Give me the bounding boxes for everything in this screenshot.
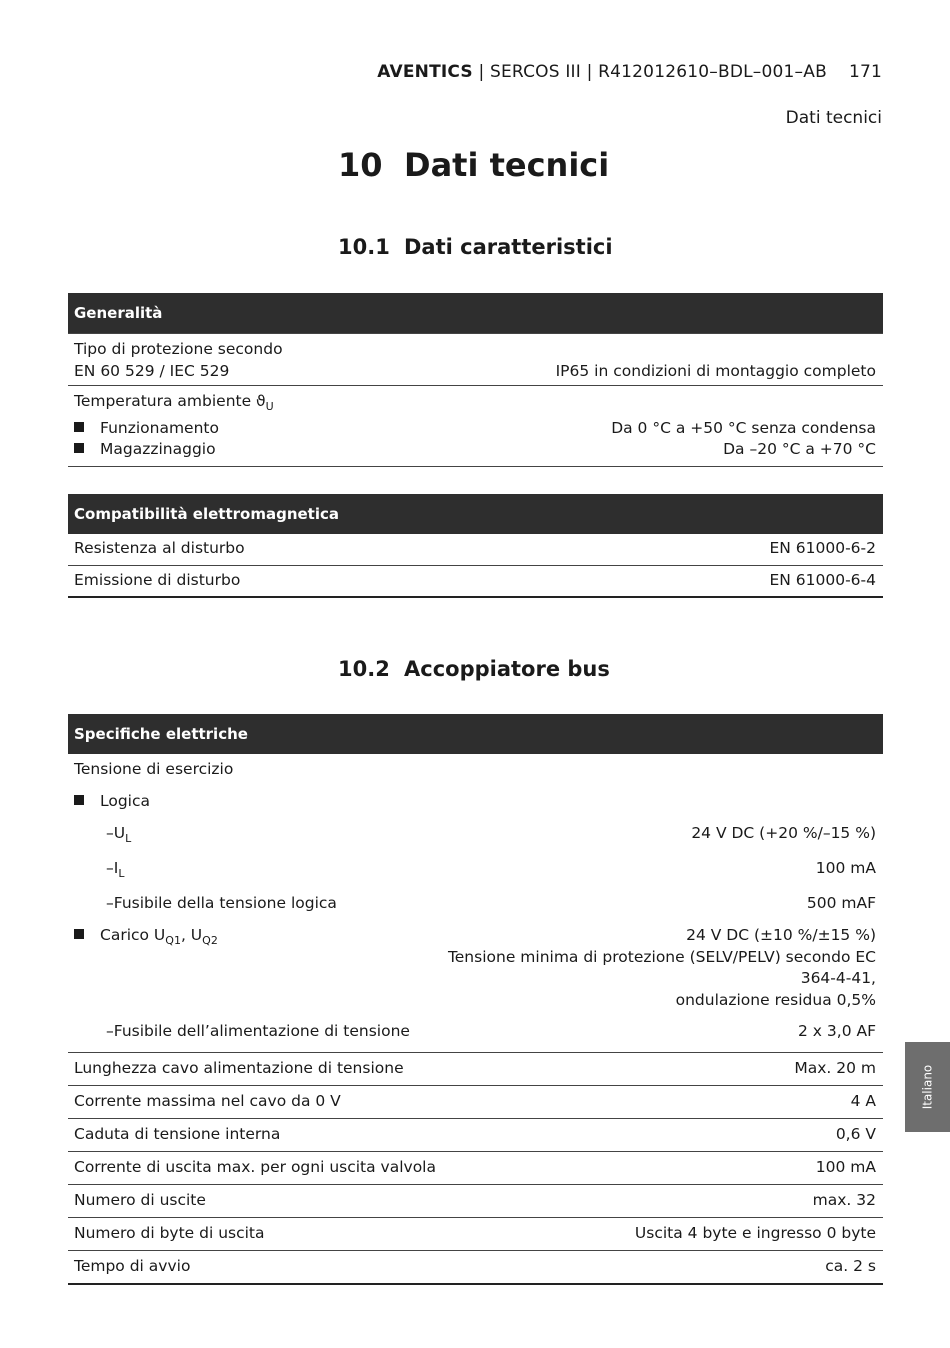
- chapter-title: 10 Dati tecnici: [338, 146, 610, 184]
- page-number: 171: [848, 62, 882, 82]
- emc-table: [68, 494, 883, 598]
- doc-reference: | SERCOS III | R412012610–BDL–001–AB: [472, 62, 827, 82]
- table-row: Lunghezza cavo alimentazione di tensione Max. 20 m: [68, 1052, 883, 1085]
- bullet-icon: [74, 929, 84, 939]
- bullet-icon: [74, 422, 84, 432]
- table-row: Tempo di avvio ca. 2 s: [68, 1250, 883, 1283]
- table-header: Specifiche elettriche: [68, 714, 883, 754]
- table-row: Resistenza al disturbo EN 61000-6-2: [74, 539, 876, 557]
- language-tab[interactable]: Italiano: [905, 1042, 950, 1132]
- page-header: [377, 62, 882, 82]
- general-table: [68, 293, 883, 467]
- table-row: Tipo di protezione secondo EN 60 529 / IEC 529 IP65 in condizioni di montaggio completo: [68, 333, 883, 385]
- bullet-icon: [74, 443, 84, 453]
- table-header: Compatibilità elettromagnetica: [68, 494, 883, 534]
- table-row: Caduta di tensione interna 0,6 V: [68, 1118, 883, 1151]
- operating-voltage-block: Tensione di esercizio Logica $-U_L$ 24 V DC (+20 %/–15 %) $-I_L$ 100 mA –Fusibile della tensione logica 500 mAF Carico $U_{Q1}$, $U_{Q2}$ 24 V DC (±10 %/±15 %) Tensione minima di protezione (SELV/PELV) secondo EC 364-4-41, ondulazione residua 0,5% –Fusibile dell’alimentazione di tensione 2 x 3,0 AF: [74, 760, 876, 1040]
- running-section-label: Dati tecnici: [785, 108, 882, 128]
- table-row: Corrente di uscita max. per ogni uscita valvola 100 mA: [68, 1151, 883, 1184]
- table-row: Numero di byte di uscita Uscita 4 byte e ingresso 0 byte: [68, 1217, 883, 1250]
- table-row: Numero di uscite max. 32: [68, 1184, 883, 1217]
- section-heading-10-2: 10.2 Accoppiatore bus: [338, 657, 610, 681]
- table-header: Generalità: [68, 293, 883, 333]
- brand: AVENTICS: [377, 62, 473, 82]
- table-row: Temperatura ambiente $ϑ_U$ Funzionamento Da 0 °C a +50 °C senza condensa Magazzinaggio Da –20 °C a +70 °C: [68, 385, 883, 466]
- electrical-table: [68, 714, 883, 1285]
- table-row: Emissione di disturbo EN 61000-6-4: [68, 565, 883, 597]
- section-heading-10-1: 10.1 Dati caratteristici: [338, 235, 613, 259]
- bullet-icon: [74, 795, 84, 805]
- table-row: Corrente massima nel cavo da 0 V 4 A: [68, 1085, 883, 1118]
